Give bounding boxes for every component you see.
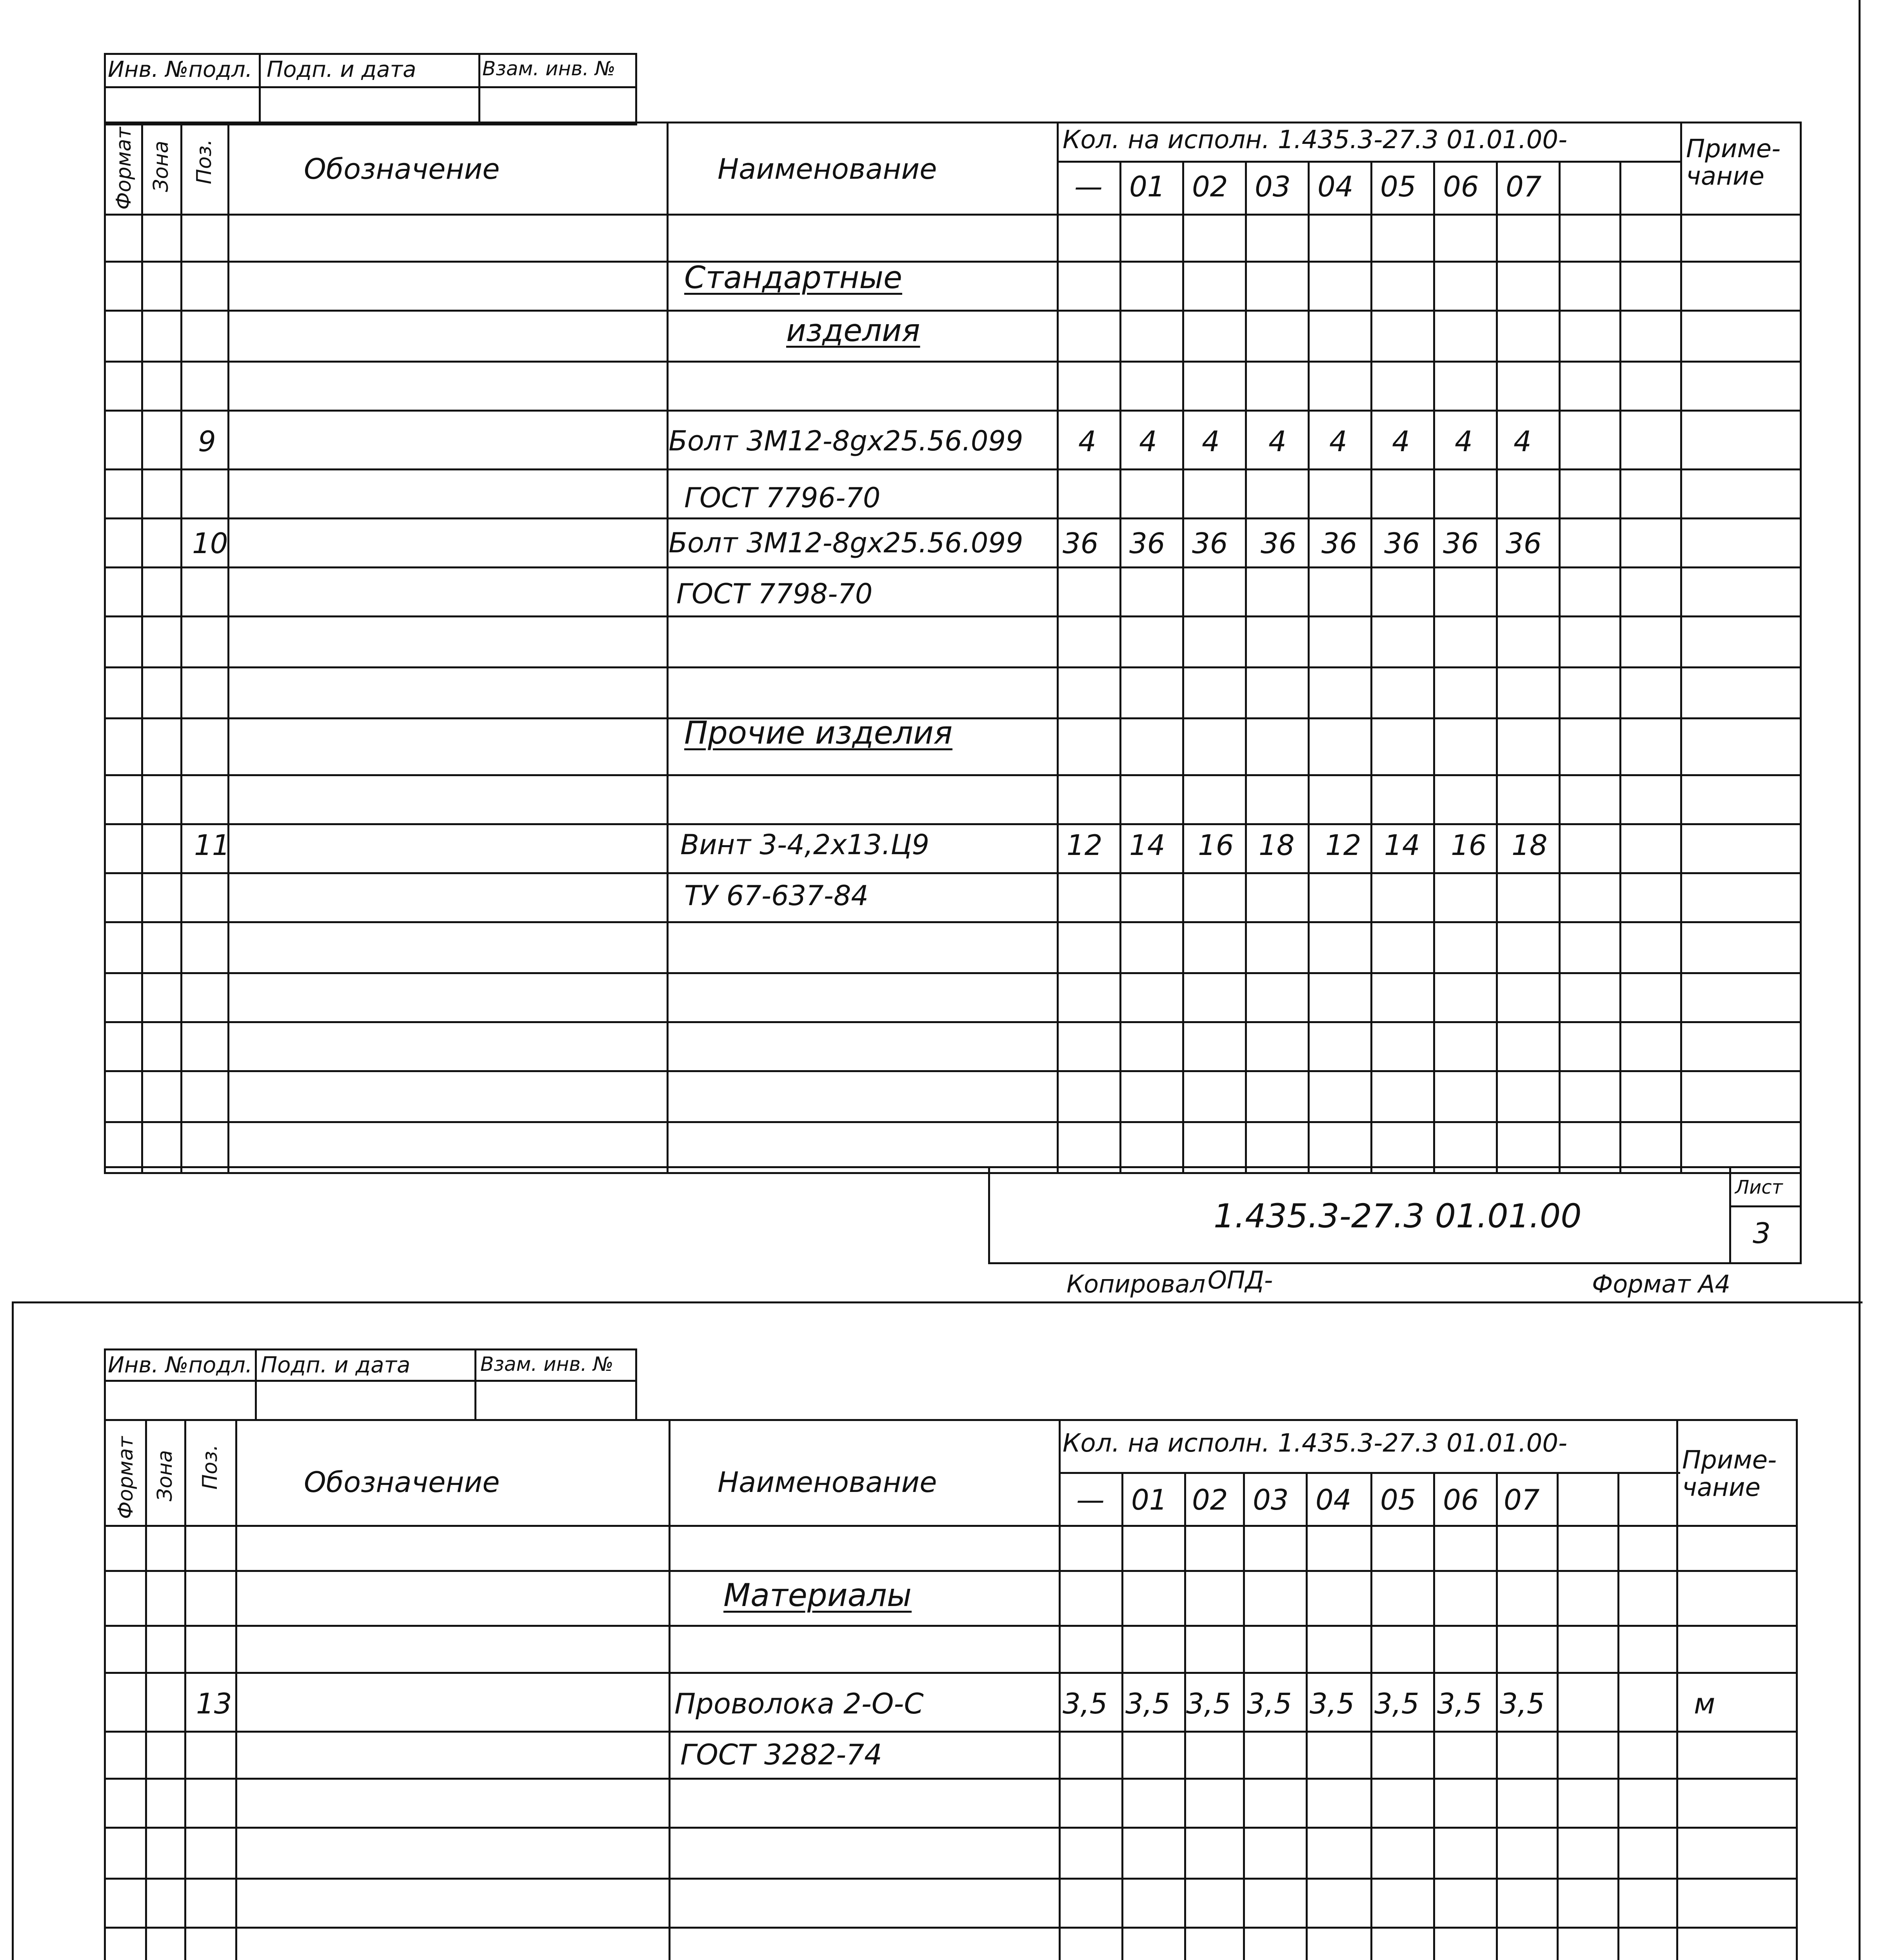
row-pos: 13 [196,1687,232,1720]
row-pos: 11 [194,829,230,862]
variant-label: 06 [1443,1483,1479,1516]
qty-cell: 3,5 [1063,1687,1108,1720]
qty-cell: 36 [1384,527,1420,560]
sheet-divider [12,1301,1862,1303]
col-name-label: Наименование [718,152,937,185]
qty-cell: 14 [1129,829,1165,862]
qty-cell: 3,5 [1125,1687,1170,1720]
qty-cell: 4 [1455,425,1473,458]
qty-cell: 36 [1506,527,1542,560]
format-label: Формат А4 [1592,1270,1731,1298]
inv-label: Инв. №подл. [108,57,253,82]
copied-label: Копировал [1067,1270,1206,1298]
col-format-label: Формат [114,1436,138,1519]
sheet-number: 3 [1753,1217,1771,1250]
qty-cell: 4 [1329,425,1347,458]
qty-cell: 36 [1063,527,1099,560]
col-note-label: Приме- чание [1686,134,1781,191]
replace-label: Взам. инв. № [480,1353,614,1376]
inv-label: Инв. №подл. [108,1352,253,1378]
qty-cell: 3,5 [1310,1687,1355,1720]
sheet-label: Лист [1735,1176,1783,1198]
variant-label: 07 [1504,1483,1540,1516]
qty-cell: 4 [1268,425,1286,458]
col-designation-label: Обозначение [304,152,500,185]
col-zone-label: Зона [149,140,173,192]
row-name-standard: ТУ 67-637-84 [684,880,869,912]
replace-label: Взам. инв. № [482,57,616,80]
variant-label: 05 [1380,1483,1416,1516]
variant-label: 07 [1506,170,1542,203]
row-pos: 9 [198,425,216,458]
note-cell: м [1694,1687,1715,1720]
qty-cell: 12 [1067,829,1103,862]
variant-label: 02 [1192,170,1228,203]
doc-code: 1.435.3-27.3 01.01.00 [1214,1197,1582,1235]
row-pos: 10 [192,527,228,560]
qty-cell: 36 [1261,527,1297,560]
qty-cell: 4 [1392,425,1410,458]
col-zone-label: Зона [153,1450,177,1501]
col-note-label: Приме- чание [1682,1446,1777,1503]
qty-cell: 12 [1325,829,1361,862]
section-title: изделия [786,313,920,348]
qty-cell: 36 [1192,527,1228,560]
qty-cell: 14 [1384,829,1420,862]
row-name: Болт 3М12-8gх25.56.099 [669,527,1023,559]
qty-title: Кол. на исполн. 1.435.3-27.3 01.01.00- [1063,1429,1568,1458]
row-name: Винт 3-4,2х13.Ц9 [680,829,930,861]
variant-label: 03 [1253,1483,1289,1516]
row-name-standard: ГОСТ 7796-70 [684,482,881,514]
qty-cell: 3,5 [1500,1687,1545,1720]
row-name-standard: ГОСТ 7798-70 [676,578,873,610]
variant-label: 04 [1317,170,1354,203]
variant-label: 03 [1255,170,1291,203]
qty-cell: 3,5 [1247,1687,1292,1720]
section-title: Прочие изделия [684,715,953,751]
variant-label: — [1076,1483,1105,1516]
qty-cell: 36 [1443,527,1479,560]
qty-cell: 4 [1202,425,1220,458]
qty-cell: 16 [1198,829,1234,862]
qty-cell: 36 [1129,527,1165,560]
qty-cell: 3,5 [1437,1687,1482,1720]
sign-label: Подп. и дата [267,57,416,82]
section-title: Материалы [723,1577,912,1613]
qty-cell: 4 [1078,425,1096,458]
qty-cell: 3,5 [1374,1687,1419,1720]
qty-cell: 18 [1259,829,1295,862]
sign-label: Подп. и дата [261,1352,411,1378]
frame-right-line [1859,0,1861,1960]
frame-left-line [12,1301,14,1960]
row-name: Болт 3М12-8gх25.56.099 [669,425,1023,457]
variant-label: 02 [1192,1483,1228,1516]
qty-cell: 18 [1512,829,1548,862]
col-designation-label: Обозначение [304,1466,500,1499]
col-pos-label: Поз. [193,139,216,184]
section-title: Стандартные [684,260,902,296]
qty-cell: 3,5 [1186,1687,1231,1720]
qty-title: Кол. на исполн. 1.435.3-27.3 01.01.00- [1063,125,1568,154]
variant-label: 01 [1129,170,1165,203]
qty-cell: 36 [1321,527,1357,560]
qty-cell: 4 [1139,425,1157,458]
qty-cell: 4 [1514,425,1532,458]
variant-label: 05 [1380,170,1416,203]
qty-cell: 16 [1451,829,1487,862]
variant-label: — [1074,170,1103,203]
copied-sign: ОПД- [1208,1266,1273,1294]
variant-label: 06 [1443,170,1479,203]
col-pos-label: Поз. [198,1444,222,1490]
row-name: Проволока 2-О-С [674,1687,924,1720]
variant-label: 04 [1316,1483,1352,1516]
spec-table [104,122,1802,1174]
col-format-label: Формат [112,127,136,210]
variant-label: 01 [1131,1483,1167,1516]
col-name-label: Наименование [718,1466,937,1499]
row-name-standard: ГОСТ 3282-74 [680,1738,882,1771]
